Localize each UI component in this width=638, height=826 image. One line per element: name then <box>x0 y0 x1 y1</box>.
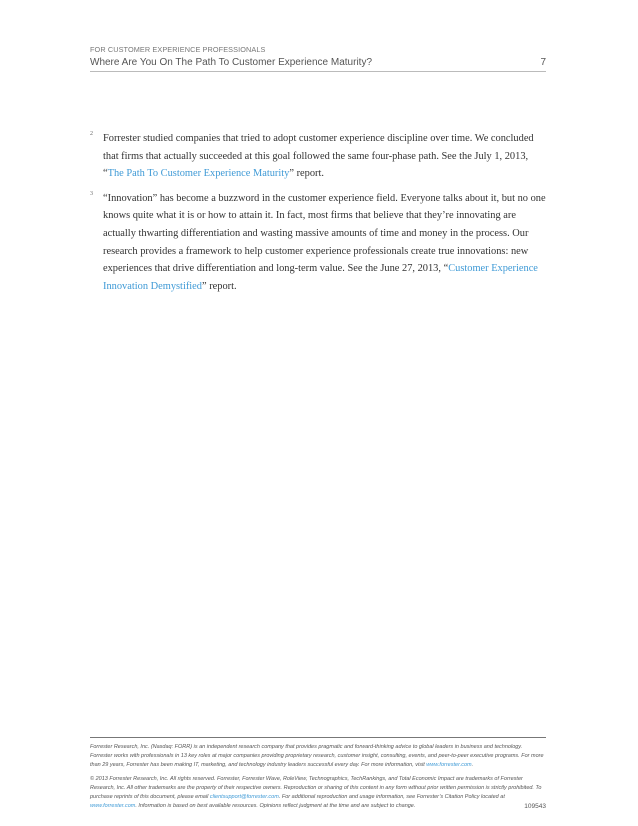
footer-copyright-text: © 2013 Forrester Research, Inc. All rights reserved. Forrester, Forrester Wave, RoleView, Technographics, TechRankings, and Total Economic Impact are trademarks of Forrester Research, Inc. All other trademarks are the property of their respective owners. Reproduction or sharing of this content in any form without prior written permission is strictly prohibited. To purchase reprints of this document, please email <box>90 776 542 800</box>
document-id: 109543 <box>524 803 546 810</box>
page-number: 7 <box>540 57 546 68</box>
header-kicker: FOR CUSTOMER EXPERIENCE PROFESSIONALS <box>90 45 266 54</box>
footer-copyright-end: . Information is based on best available resources. Opinions reflect judgment at the time and are subject to change. <box>135 803 416 809</box>
endnote-text-after: ” report. <box>201 280 237 292</box>
endnote-number: 3 <box>90 190 93 197</box>
endnote-text-after: ” report. <box>289 168 324 180</box>
page-footer <box>90 737 546 811</box>
client-support-email-link[interactable]: clientsupport@forrester.com <box>209 794 279 800</box>
endnote-number: 2 <box>90 131 93 137</box>
endnote-text-before: “Innovation” has become a buzzword in the customer experience field. Everyone talks about it, but no one knows quite what it is or how to attain it. In fact, most firms that believe that they’re innovating are actually thwarting differentiation and wasting massive amounts of time and money in the process. Our research provides a framework to help customer experience professionals create true innovations: new experiences that drive differentiation and long-term value. See the June 27, 2013, “ <box>103 192 546 275</box>
endnote-text-before: Forrester studied companies that tried to adopt customer experience discipline over time. We concluded that firms that actually succeeded at this goal followed the same four-phase path. See the July 1, 2013, “ <box>103 133 534 180</box>
forrester-website-link[interactable]: www.forrester.com <box>426 762 472 768</box>
footer-about-end: . <box>471 762 474 768</box>
page-header <box>90 45 546 72</box>
endnote-text <box>103 190 546 296</box>
report-link[interactable]: The Path To Customer Experience Maturity <box>107 168 290 180</box>
endnote-text <box>103 130 546 183</box>
footer-copyright <box>90 775 546 811</box>
endnote <box>90 130 546 183</box>
endnotes <box>90 130 546 302</box>
endnote <box>90 190 546 296</box>
footer-copyright-middle: . For additional reproduction and usage information, see Forrester’s Citation Policy located at <box>278 794 505 800</box>
report-link[interactable]: Customer Experience Innovation Demystified <box>103 263 538 292</box>
document-title: Where Are You On The Path To Customer Experience Maturity? <box>90 57 373 68</box>
footer-about <box>90 743 546 770</box>
citation-policy-link[interactable]: www.forrester.com <box>90 803 136 809</box>
footer-about-text: Forrester Research, Inc. (Nasdaq: FORR) is an independent research company that provides pragmatic and forward-thinking advice to global leaders in business and technology. Forrester works with professionals in 13 key roles at major companies providing proprietary research, customer insight, consulting, events, and peer-to-peer executive programs. For more than 29 years, Forrester has been making IT, marketing, and technology industry leaders successful every day. For more information, visit <box>90 744 544 768</box>
header-row <box>90 56 546 72</box>
